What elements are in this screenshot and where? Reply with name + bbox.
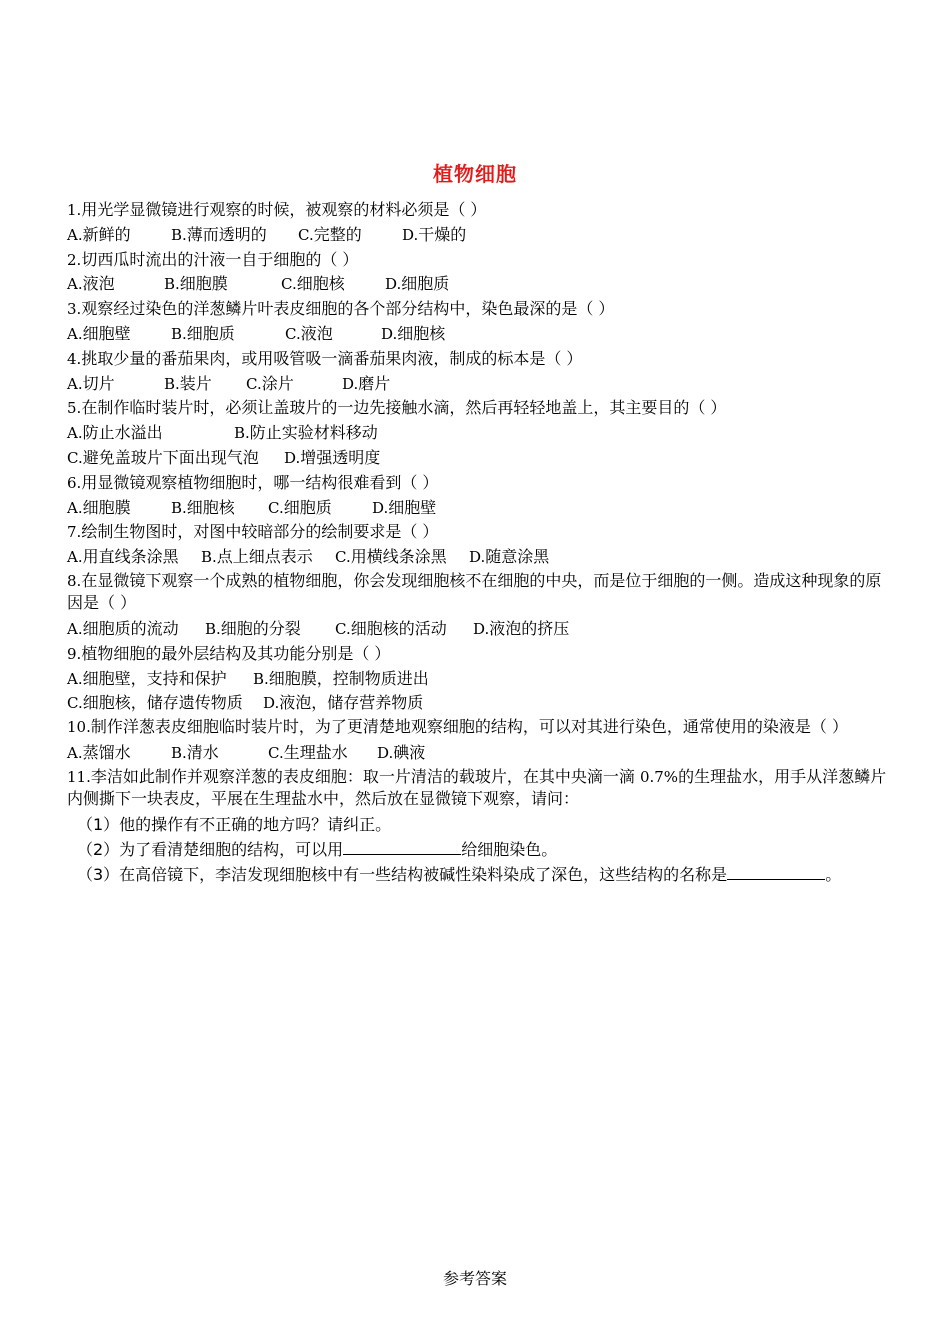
options-9-row1 bbox=[67, 667, 887, 692]
option-text: 液泡，储存营养物质 bbox=[279, 693, 424, 713]
question-number: 4. bbox=[67, 349, 82, 368]
option-letter: B. bbox=[171, 498, 187, 517]
question-text: 植物细胞的最外层结构及其功能分别是（ ） bbox=[81, 643, 391, 663]
sub-question-1 bbox=[67, 813, 887, 838]
option-text: 细胞膜 bbox=[179, 274, 228, 294]
option-letter: B. bbox=[201, 548, 217, 567]
options-1 bbox=[67, 223, 887, 248]
option-letter: B. bbox=[234, 424, 250, 443]
option-text: 细胞壁，支持和保护 bbox=[82, 668, 227, 688]
option-text: 细胞壁 bbox=[82, 323, 131, 343]
question-number: 7. bbox=[67, 523, 82, 542]
question-text: 在显微镜下观察一个成熟的植物细胞，你会发现细胞核不在细胞的中央，而是位于细胞的一侧。造成这种现象的原因是（ ） bbox=[67, 570, 882, 612]
option-text: 细胞核 bbox=[296, 274, 345, 294]
option-letter: D. bbox=[402, 225, 419, 244]
sub-question-text: （3）在高倍镜下，李洁发现细胞核中有一些结构被碱性染料染成了深色，这些结构的名称是 bbox=[77, 864, 728, 884]
question-text: 制作洋葱表皮细胞临时装片时，为了更清楚地观察细胞的结构，可以对其进行染色，通常使用的染液是（ ） bbox=[90, 717, 848, 737]
question-number: 3. bbox=[67, 300, 82, 319]
option-text: 细胞核的活动 bbox=[350, 618, 447, 638]
question-text: 挑取少量的番茄果肉，或用吸管吸一滴番茄果肉液，制成的标本是（ ） bbox=[81, 348, 583, 368]
answer-key-heading: 参考答案 bbox=[442, 1269, 507, 1288]
option-letter: C. bbox=[67, 694, 83, 713]
question-8 bbox=[67, 570, 887, 614]
option-text: 涂片 bbox=[261, 373, 294, 393]
option-text: 细胞壁 bbox=[388, 497, 437, 517]
option-letter: B. bbox=[171, 225, 187, 244]
question-number: 2. bbox=[67, 250, 82, 269]
question-number: 6. bbox=[67, 473, 82, 492]
option-letter: A. bbox=[67, 744, 83, 763]
sub-question-2 bbox=[67, 838, 887, 863]
options-5-row2 bbox=[67, 446, 887, 471]
option-text: 切片 bbox=[82, 373, 115, 393]
option-letter: D. bbox=[385, 275, 402, 294]
option-letter: C. bbox=[298, 225, 314, 244]
options-9-row2 bbox=[67, 691, 887, 716]
options-6 bbox=[67, 496, 887, 521]
option-letter: D. bbox=[372, 498, 389, 517]
question-text: 切西瓜时流出的汁液一自于细胞的（ ） bbox=[81, 249, 359, 269]
option-text: 防止实验材料移动 bbox=[249, 423, 378, 443]
option-text: 细胞的分裂 bbox=[220, 618, 301, 638]
option-letter: A. bbox=[67, 225, 83, 244]
option-text: 用横线条涂黑 bbox=[350, 547, 447, 567]
options-2 bbox=[67, 272, 887, 297]
option-letter: C. bbox=[246, 374, 262, 393]
option-text: 点上细点表示 bbox=[216, 547, 313, 567]
question-10 bbox=[67, 716, 887, 738]
options-5-row1 bbox=[67, 421, 887, 446]
option-text: 细胞膜，控制物质进出 bbox=[268, 668, 429, 688]
option-letter: B. bbox=[164, 374, 180, 393]
option-text: 用直线条涂黑 bbox=[82, 547, 179, 567]
option-text: 新鲜的 bbox=[82, 224, 131, 244]
option-text: 防止水溢出 bbox=[82, 423, 163, 443]
option-text: 细胞质 bbox=[283, 497, 332, 517]
option-letter: C. bbox=[335, 619, 351, 638]
option-letter: C. bbox=[335, 548, 351, 567]
question-6 bbox=[67, 471, 887, 496]
question-11 bbox=[67, 766, 887, 810]
option-letter: D. bbox=[284, 448, 301, 467]
option-letter: A. bbox=[67, 374, 83, 393]
option-text: 随意涂黑 bbox=[485, 547, 550, 567]
options-10 bbox=[67, 741, 887, 766]
question-text-part2: 的生理盐水，用手从洋葱鳞片内侧撕下一块表皮，平展在生理盐水中，然后放在显微镜下观察，请问： bbox=[67, 766, 887, 808]
option-letter: D. bbox=[377, 744, 394, 763]
question-text: 绘制生物图时，对图中较暗部分的绘制要求是（ ） bbox=[81, 522, 439, 542]
option-letter: D. bbox=[473, 619, 490, 638]
option-letter: A. bbox=[67, 498, 83, 517]
question-number: 8. bbox=[67, 571, 82, 590]
sub-question-text-end: 给细胞染色。 bbox=[461, 839, 558, 859]
options-4 bbox=[67, 372, 887, 397]
question-1 bbox=[67, 198, 887, 223]
answer-blank[interactable] bbox=[343, 838, 461, 855]
question-text: 用显微镜观察植物细胞时，哪一结构很难看到（ ） bbox=[81, 472, 439, 492]
question-7 bbox=[67, 520, 887, 545]
option-letter: A. bbox=[67, 619, 83, 638]
question-number: 5. bbox=[67, 399, 82, 418]
question-2 bbox=[67, 248, 887, 273]
sub-question-3 bbox=[67, 863, 887, 888]
option-letter: B. bbox=[205, 619, 221, 638]
option-letter: D. bbox=[381, 324, 398, 343]
option-text: 避免盖玻片下面出现气泡 bbox=[82, 447, 259, 467]
question-number: 10. bbox=[67, 718, 91, 737]
option-text: 碘液 bbox=[393, 743, 426, 763]
option-letter: D. bbox=[469, 548, 486, 567]
question-number: 9. bbox=[67, 644, 82, 663]
answer-blank[interactable] bbox=[727, 863, 825, 880]
option-letter: B. bbox=[164, 275, 180, 294]
option-letter: A. bbox=[67, 669, 83, 688]
option-text: 细胞核 bbox=[186, 497, 235, 517]
question-3 bbox=[67, 297, 887, 322]
option-letter: A. bbox=[67, 275, 83, 294]
option-text: 磨片 bbox=[358, 373, 391, 393]
question-4 bbox=[67, 347, 887, 372]
option-text: 细胞质 bbox=[401, 274, 450, 294]
page-title: 植物细胞 bbox=[433, 162, 517, 186]
question-number: 11. bbox=[67, 767, 91, 786]
option-text: 清水 bbox=[186, 743, 219, 763]
option-letter: C. bbox=[268, 498, 284, 517]
option-letter: C. bbox=[281, 275, 297, 294]
option-letter: B. bbox=[171, 744, 187, 763]
question-text: 用光学显微镜进行观察的时候，被观察的材料必须是（ ） bbox=[81, 200, 487, 219]
sub-question-text: （2）为了看清楚细胞的结构，可以用 bbox=[77, 839, 344, 859]
option-text: 装片 bbox=[179, 373, 212, 393]
question-text: 观察经过染色的洋葱鳞片叶表皮细胞的各个部分结构中，染色最深的是（ ） bbox=[81, 299, 615, 319]
question-number: 1. bbox=[67, 201, 82, 219]
option-text: 细胞核，储存遗传物质 bbox=[82, 693, 243, 713]
option-letter: A. bbox=[67, 548, 83, 567]
options-8 bbox=[67, 617, 887, 642]
option-letter: D. bbox=[342, 374, 359, 393]
option-text: 完整的 bbox=[313, 224, 362, 244]
option-letter: B. bbox=[253, 669, 269, 688]
question-9 bbox=[67, 642, 887, 667]
option-text: 细胞核 bbox=[397, 323, 446, 343]
option-text: 蒸馏水 bbox=[82, 743, 131, 763]
question-text: 在制作临时装片时，必须让盖玻片的一边先接触水滴，然后再轻轻地盖上，其主要目的（ ） bbox=[81, 398, 727, 418]
question-5 bbox=[67, 396, 887, 421]
option-text: 薄而透明的 bbox=[186, 224, 267, 244]
options-7 bbox=[67, 545, 887, 570]
option-text: 生理盐水 bbox=[283, 743, 348, 763]
option-letter: C. bbox=[67, 448, 83, 467]
option-letter: C. bbox=[285, 324, 301, 343]
question-text-part1: 李洁如此制作并观察洋葱的表皮细胞：取一片清洁的载玻片，在其中央滴一滴 bbox=[90, 766, 640, 786]
option-text: 液泡 bbox=[300, 323, 333, 343]
option-text: 细胞膜 bbox=[82, 497, 131, 517]
option-text: 液泡的挤压 bbox=[489, 618, 570, 638]
option-text: 增强透明度 bbox=[300, 447, 381, 467]
sub-question-text-end: 。 bbox=[825, 864, 842, 884]
option-text: 细胞质的流动 bbox=[82, 618, 179, 638]
option-letter: A. bbox=[67, 324, 83, 343]
question-list bbox=[67, 198, 887, 887]
option-letter: B. bbox=[171, 324, 187, 343]
option-letter: D. bbox=[263, 694, 280, 713]
option-text: 液泡 bbox=[82, 274, 115, 294]
concentration-value: 0.7% bbox=[639, 767, 679, 786]
sub-question-text: （1）他的操作有不正确的地方吗？请纠正。 bbox=[77, 814, 392, 834]
options-3 bbox=[67, 322, 887, 347]
option-letter: C. bbox=[268, 744, 284, 763]
option-text: 细胞质 bbox=[186, 323, 235, 343]
option-text: 干燥的 bbox=[418, 224, 467, 244]
option-letter: A. bbox=[67, 424, 83, 443]
